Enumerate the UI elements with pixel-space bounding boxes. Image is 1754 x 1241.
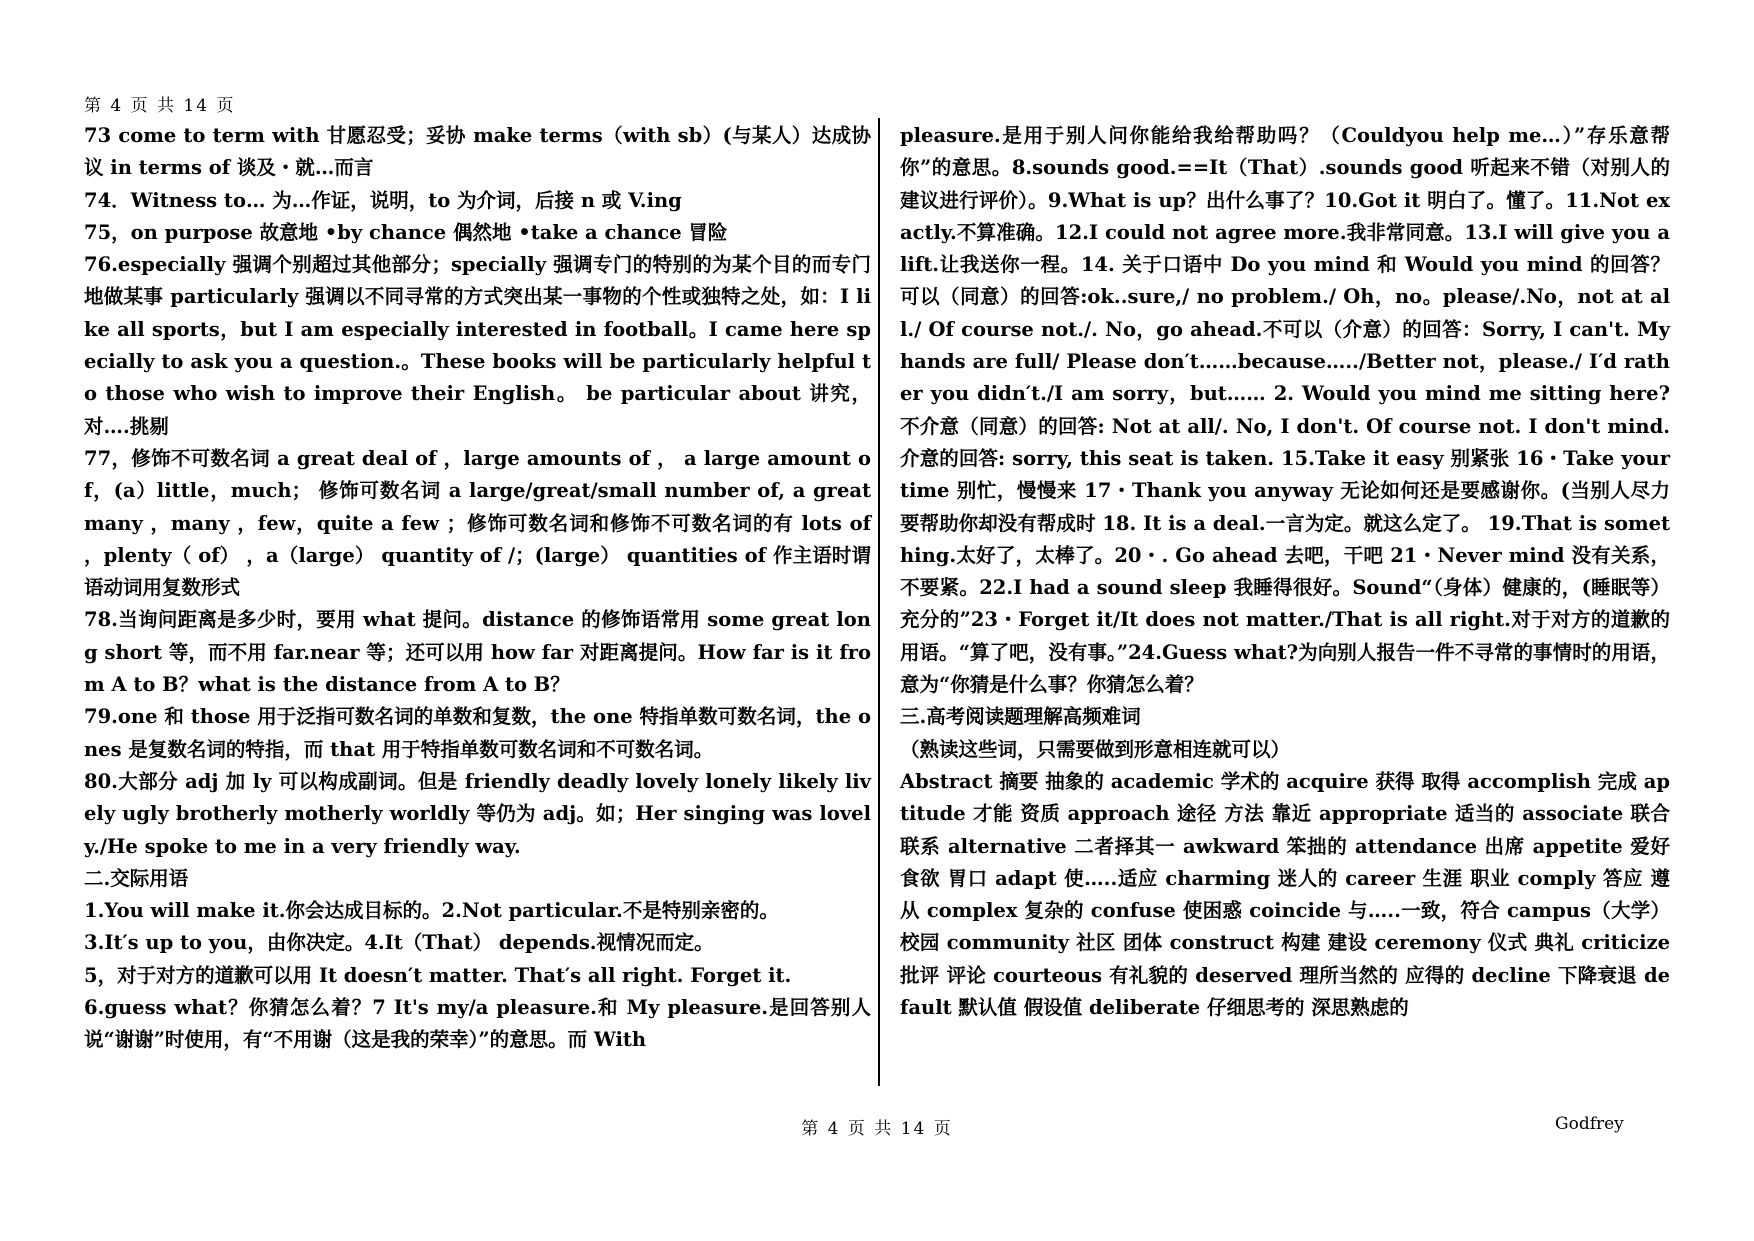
- vocabulary-instruction: （熟读这些词，只需要做到形意相连就可以）: [900, 737, 1291, 761]
- right-column: [900, 120, 1670, 1024]
- left-column: [84, 120, 871, 1057]
- column-divider: [878, 118, 880, 1086]
- note-75: 75，on purpose 故意地 •by chance 偶然地 •take a chance 冒险: [84, 220, 728, 244]
- section-heading-vocabulary: 三.高考阅读题理解高频难词: [900, 705, 1141, 729]
- note-73: 73 come to term with 甘愿忍受；妥协 make terms（with sb）(与某人）达成协议 in terms of 谈及・就…而言: [84, 124, 871, 180]
- phrase-3-4: 3.It′s up to you，由你决定。4.It（That） depends.视情况而定。: [84, 931, 714, 955]
- phrase-1-2: 1.You will make it.你会达成目标的。2.Not particular.不是特别亲密的。: [84, 899, 779, 923]
- note-77: 77，修饰不可数名词 a great deal of ，large amounts of ， a large amount of，(a）little，much； 修饰可数名词 a large/great/small number of, a great many ，many ，few，quite a few ；修饰可数名词和修饰不可数名词的有 lots of ，plenty（ of） ，a（large） quantity of /；(large） quantities of 作主语时谓语动词用复数形式: [84, 446, 871, 600]
- phrase-5: 5，对于对方的道歉可以用 It doesn′t matter. That′s all right. Forget it.: [84, 963, 792, 987]
- note-80: 80.大部分 adj 加 ly 可以构成副词。但是 friendly deadly lovely lonely likely lively ugly brotherly motherly worldly 等仍为 adj。如；Her singing was lovely./He spoke to me in a very friendly way.: [84, 769, 871, 858]
- note-79: 79.one 和 those 用于泛指可数名词的单数和复数，the one 特指单数可数名词，the ones 是复数名词的特指，而 that 用于特指单数可数名词和不可数名词。: [84, 705, 871, 761]
- note-76: 76.especially 强调个别超过其他部分；specially 强调专门的特别的为某个目的而专门地做某事 particularly 强调以不同寻常的方式突出某一事物的个性或独特之处，如：I like all sports，but I am especially interested in football。I came here specially to ask you a question.。These books will be particularly helpful to those who wish to improve their English。 be particular about 讲究， 对….挑剔: [84, 253, 871, 438]
- page-footer: 第 4 页 共 14 页: [801, 1119, 953, 1139]
- vocabulary-list: Abstract 摘要 抽象的 academic 学术的 acquire 获得 取得 accomplish 完成 aptitude 才能 资质 approach 途径 方法 靠近 appropriate 适当的 associate 联合 联系 alternative 二者择其一 awkward 笨拙的 attendance 出席 appetite 爱好 食欲 胃口 adapt 使…..适应 charming 迷人的 career 生涯 职业 comply 答应 遵从 complex 复杂的 confuse 使困惑 coincide 与…..一致，符合 campus（大学）校园 community 社区 团体 construct 构建 建设 ceremony 仪式 典礼 criticize 批评 评论 courteous 有礼貌的 deserved 理所当然的 应得的 decline 下降衰退 default 默认值 假设值 deliberate 仔细思考的 深思熟虑的: [900, 769, 1670, 1020]
- page-header: 第 4 页 共 14 页: [84, 96, 236, 116]
- footer-author: Godfrey: [1555, 1114, 1624, 1134]
- note-74: 74．Witness to… 为…作证，说明，to 为介词，后接 n 或 V.ing: [84, 188, 682, 212]
- note-78: 78.当询问距离是多少时，要用 what 提问。distance 的修饰语常用 some great long short 等，而不用 far.near 等；还可以用 how far 对距离提问。How far is it from A to B？what is the distance from A to B？: [84, 608, 871, 697]
- phrase-6-7: 6.guess what？你猜怎么着？7 It's my/a pleasure.和 My pleasure.是回答别人说“谢谢”时使用，有“不用谢（这是我的荣幸）”的意思。而 With: [84, 996, 871, 1052]
- phrases-continued: pleasure.是用于别人问你能给我给帮助吗？（Couldyou help me…）”存乐意帮你”的意思。8.sounds good.==It（That）.sounds good 听起来不错（对别人的建议进行评价）。9.What is up？出什么事了？10.Got it 明白了。懂了。11.Not exactly.不算准确。12.I could not agree more.我非常同意。13.I will give you a lift.让我送你一程。14. 关于口语中 Do you mind 和 Would you mind 的回答？可以（同意）的回答:ok..sure,/ no problem./ Oh，no。please/.No，not at all./ Of course not./. No，go ahead.不可以（介意）的回答：Sorry, I can't. My hands are full/ Please don′t……because…../Better not，please./ I′d rather you didn′t./I am sorry，but…… 2. Would you mind me sitting here? 不介意（同意）的回答: Not at all/. No, I don't. Of course not. I don't mind. 介意的回答: sorry, this seat is taken. 15.Take it easy 别紧张 16・Take your time 别忙，慢慢来 17・Thank you anyway 无论如何还是要感谢你。(当别人尽力要帮助你却没有帮成时 18. It is a deal.一言为定。就这么定了。 19.That is something.太好了，太棒了。20・. Go ahead 去吧，干吧 21・Never mind 没有关系，不要紧。22.I had a sound sleep 我睡得很好。Sound“（身体）健康的，(睡眠等）充分的”23・Forget it/It does not matter./That is all right.对于对方的道歉的用语。“算了吧，没有事。”24.Guess what?为向别人报告一件不寻常的事情时的用语，意为“你猜是什么事？你猜怎么着？: [900, 124, 1670, 697]
- section-heading-communication: 二.交际用语: [84, 866, 189, 890]
